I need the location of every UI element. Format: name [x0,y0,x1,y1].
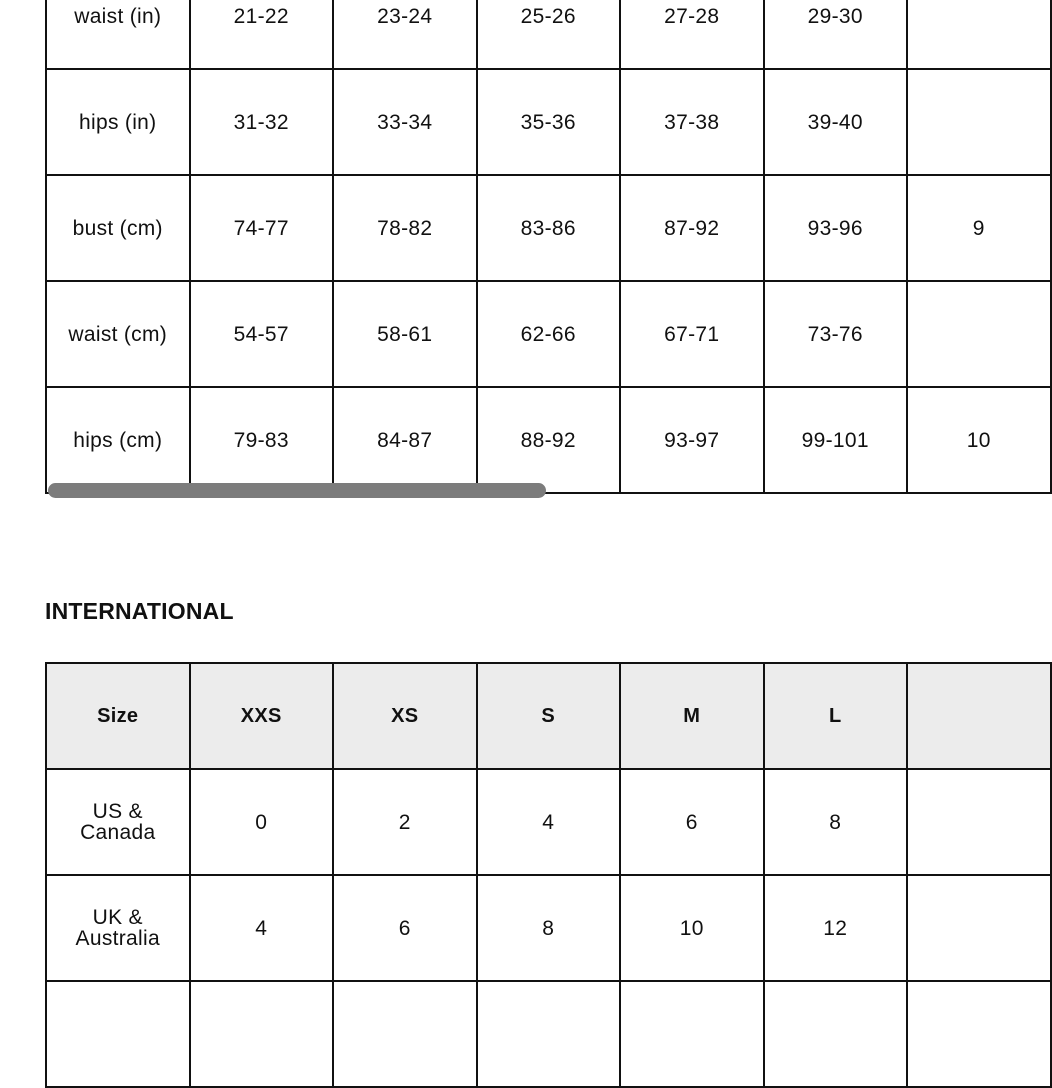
column-header [907,663,1051,769]
row-label: waist (cm) [46,281,190,387]
table-cell: 62-66 [477,281,621,387]
table-cell: 23-24 [333,0,477,69]
row-label: hips (in) [46,69,190,175]
table-cell [190,981,334,1087]
international-table [45,662,1052,1088]
row-label-line: Australia [75,927,160,950]
section-title-international: INTERNATIONAL [45,598,234,624]
measurements-table-scroll-area[interactable] [45,0,991,502]
table-cell: 54-57 [190,281,334,387]
table-cell: 0 [190,769,334,875]
column-header: XS [333,663,477,769]
table-cell: 35-36 [477,69,621,175]
table-cell: 88-92 [477,387,621,493]
table-cell [907,69,1051,175]
table-cell: 58-61 [333,281,477,387]
international-table-scroll-area[interactable] [45,662,933,1022]
table-cell: 93-97 [620,387,764,493]
table-cell [907,281,1051,387]
table-cell: 2 [333,769,477,875]
table-cell: 84-87 [333,387,477,493]
table-cell [907,0,1051,69]
table-cell [907,875,1051,981]
table-cell: 37-38 [620,69,764,175]
table-cell: 8 [477,875,621,981]
column-header: L [764,663,908,769]
table-row [46,69,1051,175]
table-cell: 29-30 [764,0,908,69]
table-cell: 10 [620,875,764,981]
table-cell: 79-83 [190,387,334,493]
table-cell: 67-71 [620,281,764,387]
table-row [46,875,1051,981]
table-cell: 10 [907,387,1051,493]
table-cell: 12 [764,875,908,981]
table-row [46,769,1051,875]
table-cell: 99-101 [764,387,908,493]
column-header: XXS [190,663,334,769]
table-cell: 73-76 [764,281,908,387]
table-cell: 33-34 [333,69,477,175]
table-cell: 6 [333,875,477,981]
table-cell [333,981,477,1087]
table-cell: 4 [190,875,334,981]
column-header: S [477,663,621,769]
horizontal-scrollbar-thumb[interactable] [48,483,546,498]
row-label [46,981,190,1087]
table-row [46,387,1051,493]
row-label [46,875,190,981]
row-label: bust (cm) [46,175,190,281]
row-label-line: US & [92,800,143,823]
table-cell [907,769,1051,875]
row-label [46,769,190,875]
table-cell: 27-28 [620,0,764,69]
table-cell: 25-26 [477,0,621,69]
table-cell: 83-86 [477,175,621,281]
table-cell [477,981,621,1087]
table-row [46,175,1051,281]
column-header: Size [46,663,190,769]
table-cell: 8 [764,769,908,875]
table-row [46,981,1051,1087]
table-cell [764,981,908,1087]
table-cell: 6 [620,769,764,875]
measurements-table [45,0,1052,494]
table-row [46,281,1051,387]
row-label-line: Canada [80,821,156,844]
column-header: M [620,663,764,769]
table-cell: 93-96 [764,175,908,281]
table-row [46,0,1051,69]
table-cell: 87-92 [620,175,764,281]
table-cell [620,981,764,1087]
table-header-row [46,663,1051,769]
row-label: hips (cm) [46,387,190,493]
table-cell [907,981,1051,1087]
table-cell: 39-40 [764,69,908,175]
table-cell: 31-32 [190,69,334,175]
row-label-line: UK & [92,906,143,929]
table-cell: 74-77 [190,175,334,281]
table-cell: 21-22 [190,0,334,69]
table-cell: 9 [907,175,1051,281]
table-cell: 4 [477,769,621,875]
row-label: waist (in) [46,0,190,69]
table-cell: 78-82 [333,175,477,281]
